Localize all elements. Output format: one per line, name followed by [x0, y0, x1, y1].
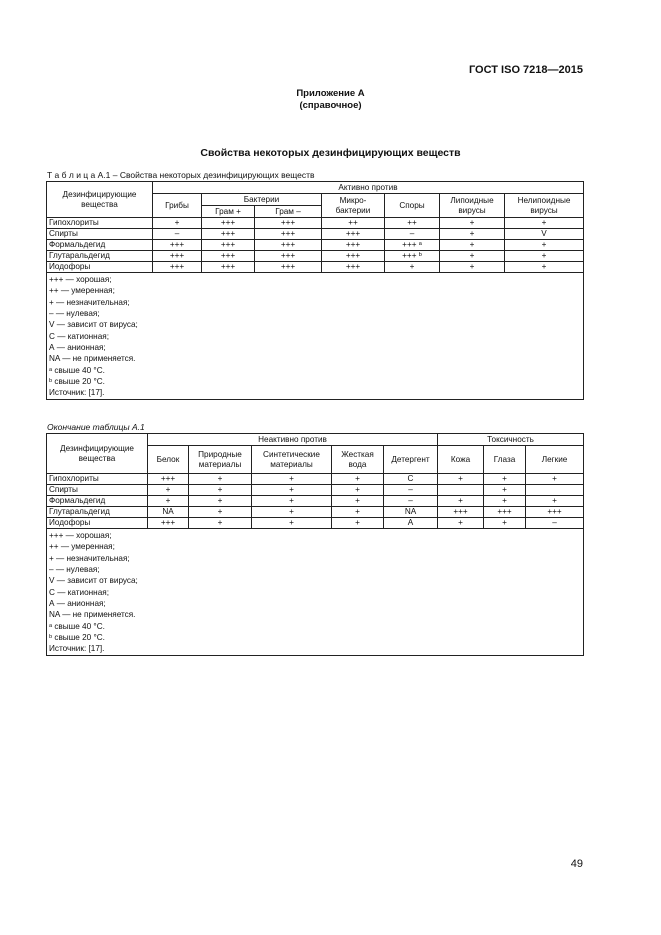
table2-header-synthetic: Синтетические материалы	[252, 446, 332, 474]
table1-cell: Глутаральдегид	[47, 251, 153, 262]
table2-cell: +	[189, 485, 252, 496]
table1-header-gram-positive: Грам +	[202, 206, 255, 218]
table2-cell: +++	[148, 474, 189, 485]
table1-cell: +++	[322, 262, 385, 273]
table1-header-nonlipid-viruses: Нелипоидные вирусы	[505, 194, 584, 218]
table2-cell: +	[484, 485, 526, 496]
table-row	[47, 218, 584, 229]
note-line: + — незначительная;	[49, 297, 130, 307]
table1-cell: +	[505, 240, 584, 251]
table2	[46, 433, 584, 656]
table2-cell: +	[252, 474, 332, 485]
table2-cell: +	[484, 518, 526, 529]
table1-cell: +++	[255, 262, 322, 273]
table2-cell: NA	[384, 507, 438, 518]
table2-header-hard-water: Жесткая вода	[332, 446, 384, 474]
table1-header-mycobacteria: Микро-бактерии	[322, 194, 385, 218]
table2-cell: NA	[148, 507, 189, 518]
table1-header-lipid-viruses: Липоидные вирусы	[440, 194, 505, 218]
note-line: V — зависит от вируса;	[49, 576, 138, 586]
table2-cell: +++	[484, 507, 526, 518]
table2-cell: +++	[148, 518, 189, 529]
table2-cell: Глутаральдегид	[47, 507, 148, 518]
table2-cell: Иодофоры	[47, 518, 148, 529]
table2-header-inactive-against: Неактивно против	[148, 434, 438, 446]
table2-cell: +	[252, 507, 332, 518]
table1-cell: +++	[255, 229, 322, 240]
table-row	[47, 262, 584, 273]
table2-cell	[526, 485, 584, 496]
table1-header-agent: Дезинфицирующие вещества	[47, 182, 153, 218]
note-line: NA — не применяется.	[49, 610, 136, 620]
table-row	[47, 474, 584, 485]
note-line: А — анионная;	[49, 598, 106, 608]
note-line: ᵇ свыше 20 °С.	[49, 376, 105, 386]
table1-caption-prefix: Т а б л и ц а	[47, 170, 96, 180]
table1-cell: +++	[255, 251, 322, 262]
note-line: ++ — умеренная;	[49, 542, 115, 552]
table2-cell: +	[526, 474, 584, 485]
table2-header-toxicity: Токсичность	[438, 434, 584, 446]
table2-cell: +	[332, 485, 384, 496]
table-row	[47, 485, 584, 496]
table1-cell: +++	[202, 251, 255, 262]
table1-cell: +	[440, 240, 505, 251]
table1-cell: +	[505, 218, 584, 229]
table1-cell: –	[385, 229, 440, 240]
table1-cell: +++	[202, 240, 255, 251]
table1-cell: +++	[153, 251, 202, 262]
table2-cell: Спирты	[47, 485, 148, 496]
note-line: + — незначительная;	[49, 553, 130, 563]
table1-header-gram-negative: Грам –	[255, 206, 322, 218]
table-row	[47, 518, 584, 529]
table2-cell: +	[252, 496, 332, 507]
table2-cell: +	[189, 474, 252, 485]
table2-cell: Формальдегид	[47, 496, 148, 507]
table2-cell: +	[252, 485, 332, 496]
table1-header-active-against: Активно против	[153, 182, 584, 194]
note-line: V — зависит от вируса;	[49, 320, 138, 330]
table2-cell: +	[332, 496, 384, 507]
table1-caption	[47, 170, 315, 180]
table2-header-lungs: Легкие	[526, 446, 584, 474]
table2-cell	[438, 485, 484, 496]
note-line: ᵃ свыше 40 °С.	[49, 621, 105, 631]
table1-cell: Формальдегид	[47, 240, 153, 251]
table2-cell: +	[438, 474, 484, 485]
table2-header-protein: Белок	[148, 446, 189, 474]
table2-cell: +	[148, 496, 189, 507]
table-row	[47, 496, 584, 507]
table2-cell: С	[384, 474, 438, 485]
table1-cell: +++	[202, 262, 255, 273]
table2-cell: +	[189, 507, 252, 518]
note-line: ᵇ свыше 20 °С.	[49, 632, 105, 642]
table2-cell: +	[252, 518, 332, 529]
table2-caption: Окончание таблицы А.1	[47, 422, 145, 432]
table2-cell: +	[484, 496, 526, 507]
table2-cell: +	[484, 474, 526, 485]
annex-type: (справочное)	[299, 100, 362, 111]
note-line: NA — не применяется.	[49, 354, 136, 364]
table2-cell: +++	[526, 507, 584, 518]
table1-cell: +	[440, 251, 505, 262]
table2-cell: +	[332, 474, 384, 485]
table1-cell: +++	[153, 262, 202, 273]
table1-header-spores: Споры	[385, 194, 440, 218]
table1-cell: +++ ᵃ	[385, 240, 440, 251]
note-line: Источник: [17].	[49, 388, 105, 398]
table-row	[47, 229, 584, 240]
table2-cell: +	[438, 518, 484, 529]
table2-cell: +	[332, 518, 384, 529]
table1-cell: +	[440, 229, 505, 240]
table1-notes	[47, 273, 584, 400]
table2-cell: А	[384, 518, 438, 529]
annex-title: Приложение А	[296, 88, 365, 99]
table1-cell: +	[505, 262, 584, 273]
table1-cell: –	[153, 229, 202, 240]
note-line: Источник: [17].	[49, 644, 105, 654]
table1-cell: +	[505, 251, 584, 262]
table2-notes	[47, 529, 584, 656]
table2-cell: Гипохлориты	[47, 474, 148, 485]
table2-header-natural: Природные материалы	[189, 446, 252, 474]
table1-cell: +	[440, 262, 505, 273]
note-line: С — катионная;	[49, 587, 109, 597]
note-line: А — анионная;	[49, 342, 106, 352]
note-line: С — катионная;	[49, 331, 109, 341]
table2-cell: +	[189, 496, 252, 507]
table2-cell: +++	[438, 507, 484, 518]
table1-cell: +	[385, 262, 440, 273]
table2-header-skin: Кожа	[438, 446, 484, 474]
table1-cell: +++	[202, 218, 255, 229]
table1-header-bacteria: Бактерии	[202, 194, 322, 206]
note-line: ++ — умеренная;	[49, 286, 115, 296]
table1-cell: Спирты	[47, 229, 153, 240]
table-row	[47, 507, 584, 518]
table2-header-agent: Дезинфицирующие вещества	[47, 434, 148, 474]
table2-header-eyes: Глаза	[484, 446, 526, 474]
note-line: +++ — хорошая;	[49, 531, 112, 540]
table2-cell: +	[332, 507, 384, 518]
table2-cell: +	[438, 496, 484, 507]
table1-cell: Гипохлориты	[47, 218, 153, 229]
table1-cell: +++	[255, 218, 322, 229]
note-line: ᵃ свыше 40 °С.	[49, 365, 105, 375]
table2-header-detergent: Детергент	[384, 446, 438, 474]
note-line: +++ — хорошая;	[49, 275, 112, 284]
table1-header-fungi: Грибы	[153, 194, 202, 218]
table2-cell: –	[384, 485, 438, 496]
table1-cell: +++	[255, 240, 322, 251]
table2-cell: –	[384, 496, 438, 507]
table1-cell: +++	[322, 251, 385, 262]
table1-cell: +++	[322, 240, 385, 251]
table1-cell: +++ ᵇ	[385, 251, 440, 262]
table2-cell: +	[189, 518, 252, 529]
table1-cell: ++	[322, 218, 385, 229]
table2-cell: +	[526, 496, 584, 507]
table1-cell: +++	[153, 240, 202, 251]
table1-cell: ++	[385, 218, 440, 229]
table2-cell: +	[148, 485, 189, 496]
table1-cell: V	[505, 229, 584, 240]
table1	[46, 181, 584, 400]
table2-cell: –	[526, 518, 584, 529]
table1-caption-text: А.1 – Свойства некоторых дезинфицирующих веществ	[97, 170, 315, 180]
table1-cell: Иодофоры	[47, 262, 153, 273]
page-number: 49	[570, 858, 583, 870]
table1-cell: +	[440, 218, 505, 229]
note-line: – — нулевая;	[49, 564, 100, 574]
table-row	[47, 251, 584, 262]
table-row	[47, 240, 584, 251]
standard-number: ГОСТ ISO 7218—2015	[468, 64, 583, 76]
table1-cell: +++	[322, 229, 385, 240]
note-line: – — нулевая;	[49, 308, 100, 318]
table1-cell: +	[153, 218, 202, 229]
document-title: Свойства некоторых дезинфицирующих веществ	[200, 147, 461, 159]
table1-cell: +++	[202, 229, 255, 240]
